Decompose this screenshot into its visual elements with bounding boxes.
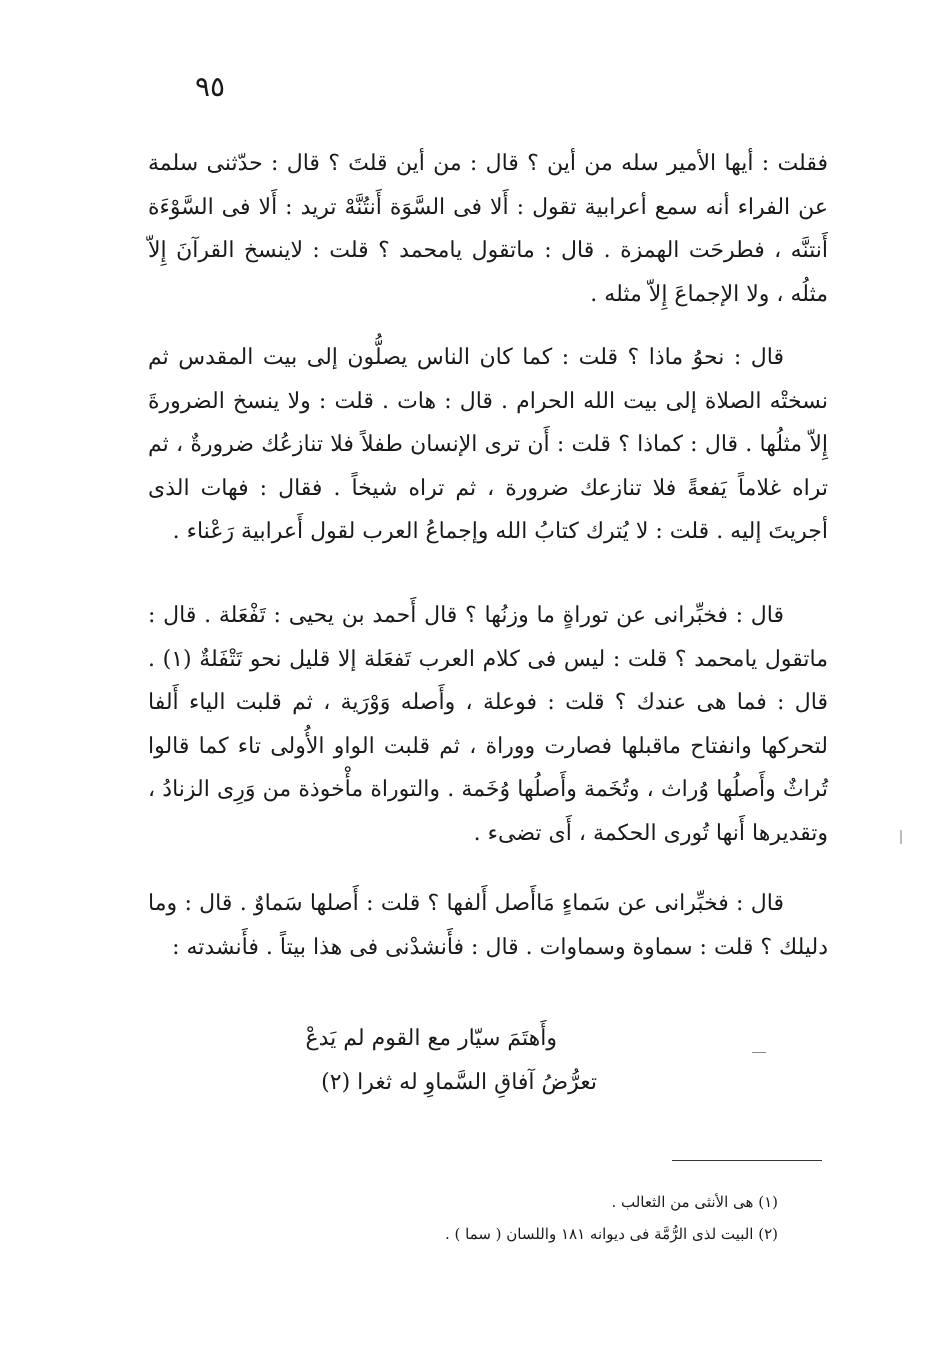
verse-marker	[752, 1052, 766, 1053]
paragraph-3-text: قال : فخبِّرانى عن توراةٍ ما وزنُها ؟ قال أَحمد بن يحيى : تَفْعَلة . قال : ماتقول يامحمد ؟ قلت : ليس فى كلام العرب تَفعَلة إلا قليل نحو تَتْفَلةٌ (١) . قال : فما هى عندك ؟ قلت : فوعلة ، وأَصله وَوْرَية ، ثم قلبت الياء أَلفا لتحركها وانفتاح ماقبلها فصارت ووراة ، ثم قلبت الواو الأُولى تاء كما قالوا تُراثٌ وأَصلُها وُراث ، وتُخَمة وأَصلُها وُخَمة . والتوراة مأْخوذة من وَرِى الزنادُ ، وتقديرها أَنها تُورى الحكمة ، أَى تضىء .	[148, 603, 829, 846]
footnote-divider	[672, 1160, 822, 1161]
paragraph-4-text: قال : فخبِّرانى عن سَماءٍ مَاأَصل أَلفها ؟ قلت : أَصلها سَماوٌ . قال : وما دليلك ؟ قلت : سماوة وسماوات . قال : فأَنشدْنى فى هذا بيتاً . فأَنشدته :	[148, 891, 828, 960]
paragraph-2-text: قال : نحوُ ماذا ؟ قلت : كما كان الناس يصلُّون إلى بيت المقدس ثم نسختْه الصلاة إلى بيت الله الحرام . قال : هات . قلت : ولا ينسخ الضرورةَ إِلاّ مثلُها . قال : كماذا ؟ قلت : أَن ترى الإنسان طفلاً فلا تنازعُك ضرورةٌ ، ثم تراه غلاماً يَفعةً فلا تنازعك ضرورة ، ثم تراه شيخاً . فقال : فهات الذى أجريتَ إليه . قلت : لا يُترك كتابُ الله وإجماعُ العرب لقول أَعرابية رَعْناء .	[148, 345, 828, 544]
paragraph-3	[148, 594, 828, 855]
paragraph-1	[148, 142, 828, 316]
paragraph-1-text: فقلت : أيها الأمير سله من أين ؟ قال : من أين قلتَ ؟ قال : حدّثنى سلمة عن الفراء أنه سمع أعرابية تقول : أَلا فى السَّوَة أَنتُنَّهْ تريد : أَلا فى السَّوْءَة أَنتنَّه ، فطرحَت الهمزة . قال : ماتقول يامحمد ؟ قلت : لاينسخ القرآنَ إِلاّ مثلُه ، ولا الإجماعَ إِلاّ مثله .	[148, 151, 828, 307]
verse-line-2: تعرُّضُ آفاقِ السَّماوِ له ثغرا (٢)	[321, 1070, 597, 1095]
paragraph-4	[148, 882, 828, 969]
footnote-1: (١) هى الأنثى من الثعالب .	[611, 1193, 778, 1211]
page-number: ٩٥	[194, 70, 226, 103]
margin-mark	[900, 830, 902, 844]
footnotes	[360, 1186, 778, 1250]
footnote-2: (٢) البيت لذى الرُّمَّة فى ديوانه ١٨١ واللسان ( سما ) .	[444, 1225, 778, 1243]
verse-line-1: وأَهتَمَ سيّار مع القوم لم يَدعْ	[305, 1026, 557, 1051]
paragraph-2	[148, 336, 828, 554]
